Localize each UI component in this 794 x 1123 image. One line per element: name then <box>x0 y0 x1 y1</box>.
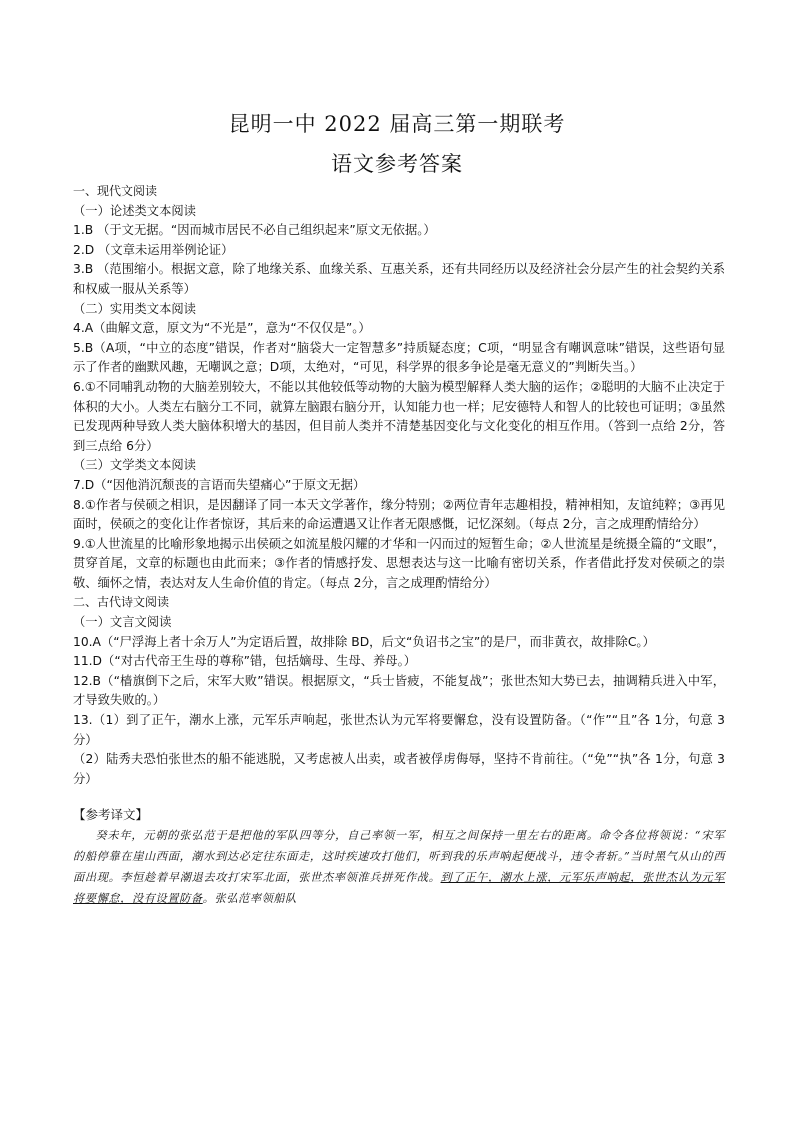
answer-item: 3.B （范围缩小。根据文意，除了地缘关系、血缘关系、互惠关系，还有共同经历以及经济社会分层产生的社会契约关系和权威一服从关系等） <box>73 262 725 296</box>
section-heading: 一、现代文阅读 <box>73 184 158 198</box>
translation-text: 。张弘范率领船队 <box>202 892 297 905</box>
translation-text: 癸未年，元朝的张弘范于是把他的军队四等分，自己率领一军，相互之间保持一里左右的距离。命令各位将领说：“宋军的船停靠在崖山西面，潮水到达必定往东面走，这时疾速攻打他们，听到我的乐声响起便战斗，违令者斩。”当时黑气从山的西面出现。李恒趁着早潮退去攻打宋军北面，张世杰率领淮兵拼死作战。 <box>73 829 725 884</box>
subsection-heading: （一）论述类文本阅读 <box>73 203 196 218</box>
answer-item: 5.B（A项，“中立的态度”错误，作者对“脑袋大一定智慧多”持质疑态度；C项，“明显含有嘲讽意味”错误，这些语句显示了作者的幽默风趣，无嘲讽之意；D项，太绝对，“可见，科学界的很多争论是毫无意义的”判断失当。） <box>73 340 725 375</box>
answer-item: 13.（1）到了正午，潮水上涨，元军乐声响起，张世杰认为元军将要懈怠，没有设置防备。（“作”“且”各 1分，句意 3分） <box>73 713 725 747</box>
reference-translation <box>73 825 725 909</box>
document-title: 昆明一中 2022 届高三第一期联考 <box>228 112 566 136</box>
answer-item: 11.D（“对古代帝王生母的尊称”错，包括嫡母、生母、养母。） <box>73 654 417 669</box>
subsection-heading: （三）文学类文本阅读 <box>73 458 196 473</box>
answer-item: 7.D（“因他消沉颓丧的言语而失望痛心”于原文无据） <box>73 477 366 492</box>
subsection-heading: （一）文言文阅读 <box>73 615 172 630</box>
answer-item: （2）陆秀夫恐怕张世杰的船不能逃脱，又考虑被人出卖，或者被俘虏侮辱，坚持不肯前往。（“免”“执”各 1分，句意 3分） <box>73 752 725 786</box>
answer-item: 1.B （于文无据。“因而城市居民不必自己组织起来”原文无依据。） <box>73 223 436 238</box>
answer-item: 10.A（“尸浮海上者十余万人”为定语后置，故排除 BD，后文“负诏书之宝”的是尸，而非黄衣，故排除C。） <box>73 634 655 649</box>
answer-item: 2.D （文章未运用举例论证） <box>73 242 234 257</box>
answer-item: 9.①人世流星的比喻形象地揭示出侯硕之如流星般闪耀的才华和一闪而过的短暂生命；②人世流星是统摄全篇的“文眼”，贯穿首尾，文章的标题也由此而来；③作者的情感抒发、思想表达与这一比喻有密切关系，作者借此抒发对侯硕之的崇敬、缅怀之情，表达对友人生命价值的肯定。（每点 2分，言之成理酌情给分） <box>73 536 725 590</box>
underlined-translation-text: 到了正午，潮水上涨，元军乐声响起，张世杰认为元军将要懈怠，没有设置防备 <box>73 871 725 905</box>
spacer <box>73 789 725 805</box>
answer-item: 8.①作者与侯硕之相识，是因翻译了同一本天文学著作，缘分特别；②两位青年志趣相投，精神相知，友谊纯粹；③再见面时，侯硕之的变化让作者惊讶，其后来的命运遭遇又让作者无限感慨，记忆深刻。（每点 2分，言之成理酌情给分） <box>73 497 725 532</box>
answer-item: 12.B（“樯旗倒下之后，宋军大败”错误。根据原文，“兵士皆疲，不能复战”；张世杰知大势已去，抽调精兵进入中军，才导致失败的。） <box>73 673 725 708</box>
answer-item: 6.①不同哺乳动物的大脑差别较大，不能以其他较低等动物的大脑为模型解释人类大脑的运作；②聪明的大脑不止决定于体积的大小。人类左右脑分工不同，就算左脑跟右脑分开，认知能力也一样；尼安德特人和智人的比较也可证明；③虽然已发现两种导致人类大脑体积增大的基因，但目前人类并不清楚基因变化与文化变化的相互作用。（答到一点给 2分，答到三点给 6分） <box>73 379 725 453</box>
section-heading: 二、古代诗文阅读 <box>73 595 170 610</box>
answer-item: 4.A（曲解文意，原文为“不光是”，意为“不仅仅是”。） <box>73 321 371 336</box>
answer-content <box>73 182 725 909</box>
subsection-heading: （二）实用类文本阅读 <box>73 301 196 316</box>
document-subtitle: 语文参考答案 <box>331 152 463 176</box>
reference-translation-heading: 【参考译文】 <box>73 807 149 823</box>
